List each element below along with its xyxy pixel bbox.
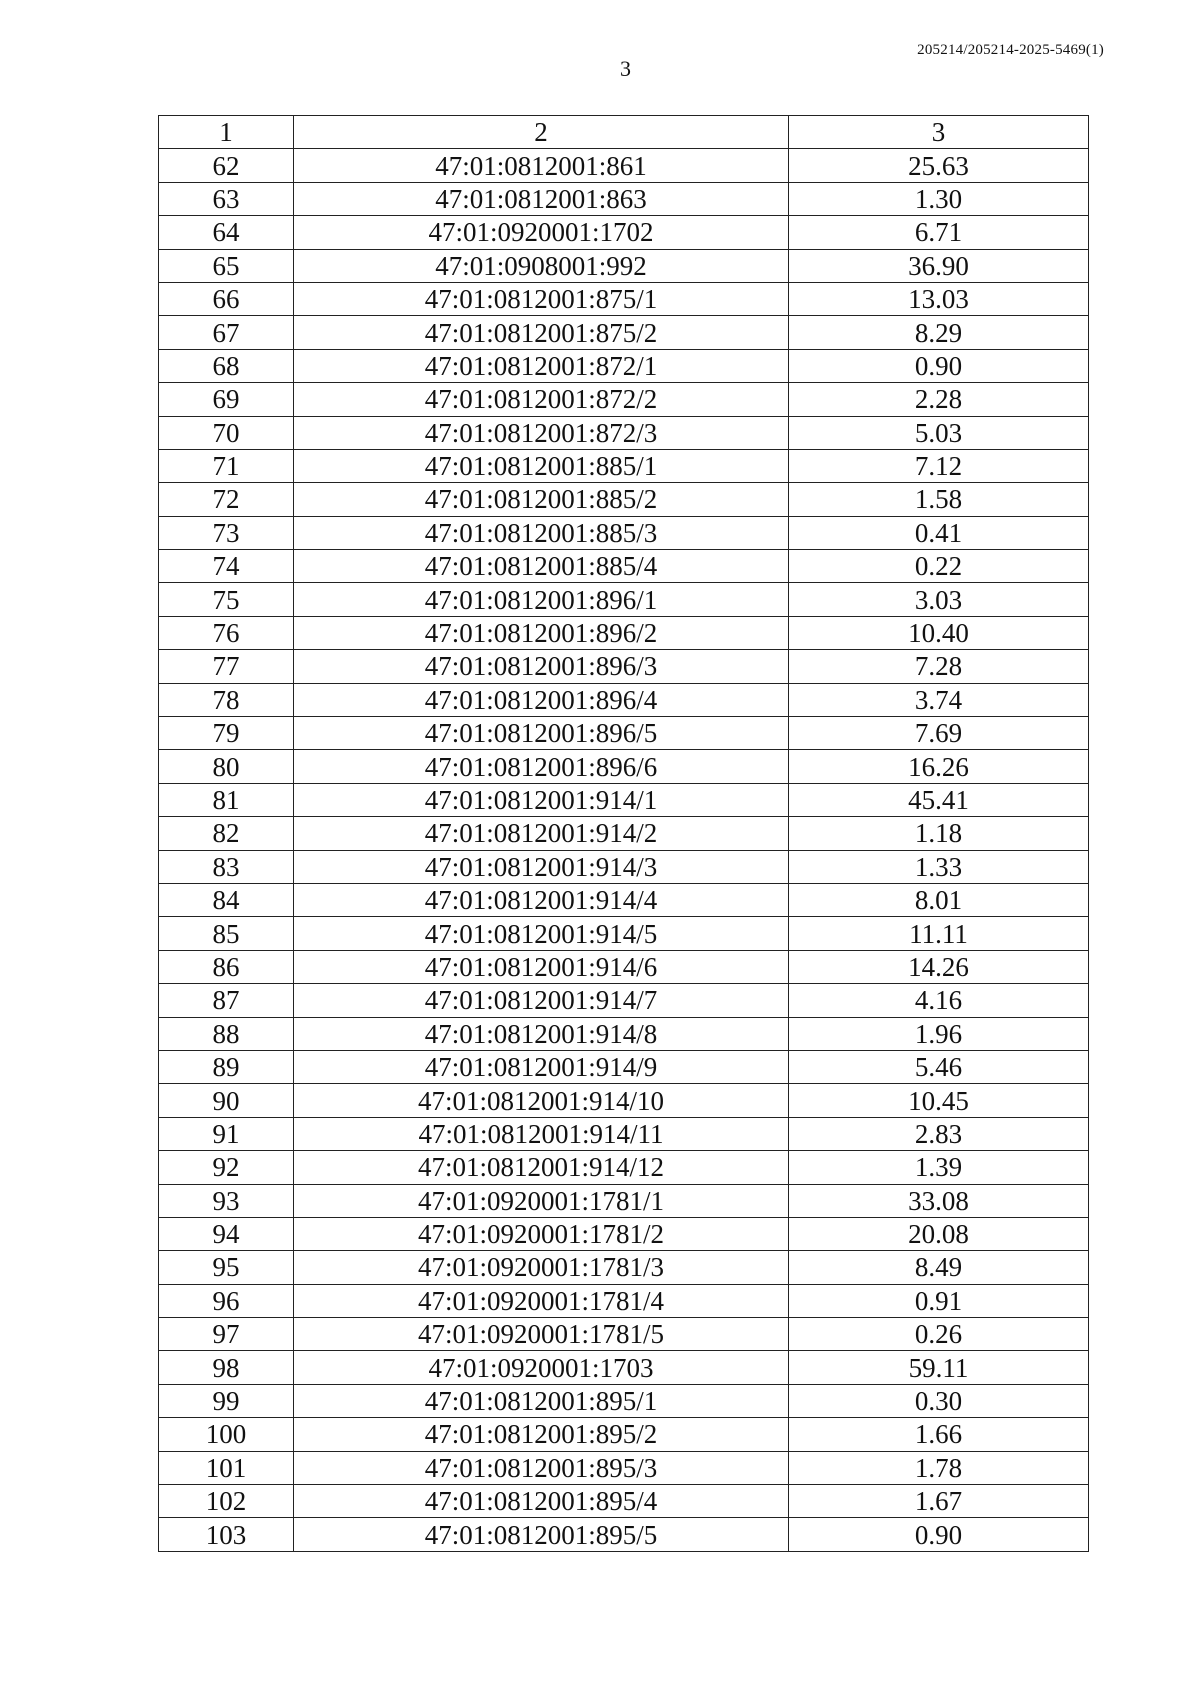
row-number-cell: 100: [159, 1418, 294, 1451]
cadastral-number-cell: 47:01:0812001:914/1: [294, 783, 789, 816]
cadastral-number-cell: 47:01:0812001:914/2: [294, 817, 789, 850]
cadastral-number-cell: 47:01:0812001:895/2: [294, 1418, 789, 1451]
table-row: [159, 1017, 1089, 1050]
cadastral-number-cell: 47:01:0812001:914/10: [294, 1084, 789, 1117]
row-number-cell: 65: [159, 249, 294, 282]
table-row: [159, 717, 1089, 750]
area-value-cell: 1.39: [789, 1151, 1089, 1184]
row-number-cell: 80: [159, 750, 294, 783]
area-value-cell: 7.28: [789, 650, 1089, 683]
row-number-cell: 99: [159, 1384, 294, 1417]
row-number-cell: 92: [159, 1151, 294, 1184]
area-value-cell: 36.90: [789, 249, 1089, 282]
row-number-cell: 69: [159, 383, 294, 416]
table-row: [159, 683, 1089, 716]
table-row: [159, 1050, 1089, 1083]
row-number-cell: 74: [159, 550, 294, 583]
column-header: 1: [159, 116, 294, 149]
area-value-cell: 5.46: [789, 1050, 1089, 1083]
area-value-cell: 8.29: [789, 316, 1089, 349]
row-number-cell: 62: [159, 149, 294, 182]
row-number-cell: 90: [159, 1084, 294, 1117]
cadastral-number-cell: 47:01:0812001:914/4: [294, 883, 789, 916]
area-value-cell: 2.28: [789, 383, 1089, 416]
column-header: 3: [789, 116, 1089, 149]
table-row: [159, 1485, 1089, 1518]
row-number-cell: 97: [159, 1318, 294, 1351]
row-number-cell: 96: [159, 1284, 294, 1317]
table-row: [159, 1451, 1089, 1484]
area-value-cell: 7.12: [789, 449, 1089, 482]
area-value-cell: 1.96: [789, 1017, 1089, 1050]
cadastral-number-cell: 47:01:0812001:885/4: [294, 550, 789, 583]
cadastral-number-cell: 47:01:0812001:914/5: [294, 917, 789, 950]
cadastral-number-cell: 47:01:0812001:861: [294, 149, 789, 182]
row-number-cell: 68: [159, 349, 294, 382]
cadastral-number-cell: 47:01:0920001:1781/1: [294, 1184, 789, 1217]
table-row: [159, 616, 1089, 649]
cadastral-number-cell: 47:01:0920001:1781/2: [294, 1217, 789, 1250]
area-value-cell: 2.83: [789, 1117, 1089, 1150]
area-value-cell: 1.30: [789, 182, 1089, 215]
area-value-cell: 59.11: [789, 1351, 1089, 1384]
area-value-cell: 13.03: [789, 282, 1089, 315]
cadastral-number-cell: 47:01:0812001:896/6: [294, 750, 789, 783]
cadastral-number-cell: 47:01:0812001:895/3: [294, 1451, 789, 1484]
table-body: [159, 149, 1089, 1551]
row-number-cell: 86: [159, 950, 294, 983]
cadastral-number-cell: 47:01:0908001:992: [294, 249, 789, 282]
land-plots-table: [158, 115, 1089, 1552]
cadastral-number-cell: 47:01:0812001:885/2: [294, 483, 789, 516]
cadastral-number-cell: 47:01:0812001:914/7: [294, 984, 789, 1017]
area-value-cell: 6.71: [789, 216, 1089, 249]
area-value-cell: 45.41: [789, 783, 1089, 816]
row-number-cell: 67: [159, 316, 294, 349]
page-number: 3: [620, 56, 631, 81]
row-number-cell: 72: [159, 483, 294, 516]
table-row: [159, 449, 1089, 482]
area-value-cell: 0.91: [789, 1284, 1089, 1317]
row-number-cell: 87: [159, 984, 294, 1017]
row-number-cell: 98: [159, 1351, 294, 1384]
row-number-cell: 71: [159, 449, 294, 482]
table-row: [159, 1184, 1089, 1217]
table-row: [159, 483, 1089, 516]
cadastral-number-cell: 47:01:0812001:895/1: [294, 1384, 789, 1417]
area-value-cell: 1.66: [789, 1418, 1089, 1451]
table-row: [159, 1251, 1089, 1284]
row-number-cell: 85: [159, 917, 294, 950]
row-number-cell: 75: [159, 583, 294, 616]
cadastral-number-cell: 47:01:0920001:1781/3: [294, 1251, 789, 1284]
table-row: [159, 1217, 1089, 1250]
cadastral-number-cell: 47:01:0812001:875/1: [294, 282, 789, 315]
table-row: [159, 1117, 1089, 1150]
area-value-cell: 1.58: [789, 483, 1089, 516]
table-row: [159, 216, 1089, 249]
row-number-cell: 79: [159, 717, 294, 750]
cadastral-number-cell: 47:01:0812001:896/2: [294, 616, 789, 649]
area-value-cell: 0.30: [789, 1384, 1089, 1417]
cadastral-number-cell: 47:01:0812001:875/2: [294, 316, 789, 349]
area-value-cell: 8.49: [789, 1251, 1089, 1284]
cadastral-number-cell: 47:01:0812001:895/4: [294, 1485, 789, 1518]
row-number-cell: 78: [159, 683, 294, 716]
row-number-cell: 76: [159, 616, 294, 649]
cadastral-number-cell: 47:01:0812001:872/1: [294, 349, 789, 382]
cadastral-number-cell: 47:01:0920001:1781/5: [294, 1318, 789, 1351]
area-value-cell: 0.26: [789, 1318, 1089, 1351]
area-value-cell: 7.69: [789, 717, 1089, 750]
area-value-cell: 0.90: [789, 1518, 1089, 1551]
cadastral-number-cell: 47:01:0812001:914/3: [294, 850, 789, 883]
table-row: [159, 783, 1089, 816]
cadastral-number-cell: 47:01:0920001:1703: [294, 1351, 789, 1384]
area-value-cell: 4.16: [789, 984, 1089, 1017]
table-row: [159, 1151, 1089, 1184]
document-id: 205214/205214-2025-5469(1): [917, 42, 1104, 58]
table-row: [159, 750, 1089, 783]
cadastral-number-cell: 47:01:0812001:896/4: [294, 683, 789, 716]
cadastral-number-cell: 47:01:0812001:896/1: [294, 583, 789, 616]
row-number-cell: 73: [159, 516, 294, 549]
row-number-cell: 89: [159, 1050, 294, 1083]
table-row: [159, 950, 1089, 983]
area-value-cell: 16.26: [789, 750, 1089, 783]
row-number-cell: 103: [159, 1518, 294, 1551]
table-row: [159, 149, 1089, 182]
area-value-cell: 20.08: [789, 1217, 1089, 1250]
row-number-cell: 70: [159, 416, 294, 449]
row-number-cell: 82: [159, 817, 294, 850]
cadastral-number-cell: 47:01:0812001:914/12: [294, 1151, 789, 1184]
table-row: [159, 282, 1089, 315]
area-value-cell: 1.18: [789, 817, 1089, 850]
cadastral-number-cell: 47:01:0812001:914/6: [294, 950, 789, 983]
row-number-cell: 93: [159, 1184, 294, 1217]
cadastral-number-cell: 47:01:0920001:1702: [294, 216, 789, 249]
area-value-cell: 1.33: [789, 850, 1089, 883]
table-row: [159, 349, 1089, 382]
row-number-cell: 64: [159, 216, 294, 249]
row-number-cell: 102: [159, 1485, 294, 1518]
area-value-cell: 25.63: [789, 149, 1089, 182]
cadastral-number-cell: 47:01:0812001:896/3: [294, 650, 789, 683]
table-row: [159, 516, 1089, 549]
cadastral-number-cell: 47:01:0812001:885/1: [294, 449, 789, 482]
row-number-cell: 95: [159, 1251, 294, 1284]
cadastral-number-cell: 47:01:0812001:872/3: [294, 416, 789, 449]
area-value-cell: 3.74: [789, 683, 1089, 716]
table-row: [159, 316, 1089, 349]
table-row: [159, 1518, 1089, 1551]
table-row: [159, 583, 1089, 616]
table-row: [159, 1084, 1089, 1117]
table-row: [159, 550, 1089, 583]
row-number-cell: 101: [159, 1451, 294, 1484]
table-row: [159, 416, 1089, 449]
row-number-cell: 88: [159, 1017, 294, 1050]
table-row: [159, 917, 1089, 950]
column-header: 2: [294, 116, 789, 149]
cadastral-number-cell: 47:01:0920001:1781/4: [294, 1284, 789, 1317]
cadastral-number-cell: 47:01:0812001:885/3: [294, 516, 789, 549]
table-row: [159, 1284, 1089, 1317]
area-value-cell: 10.40: [789, 616, 1089, 649]
table-row: [159, 249, 1089, 282]
cadastral-number-cell: 47:01:0812001:872/2: [294, 383, 789, 416]
cadastral-number-cell: 47:01:0812001:895/5: [294, 1518, 789, 1551]
cadastral-number-cell: 47:01:0812001:863: [294, 182, 789, 215]
row-number-cell: 81: [159, 783, 294, 816]
table-row: [159, 383, 1089, 416]
area-value-cell: 8.01: [789, 883, 1089, 916]
table-row: [159, 817, 1089, 850]
table-row: [159, 984, 1089, 1017]
cadastral-number-cell: 47:01:0812001:914/11: [294, 1117, 789, 1150]
area-value-cell: 14.26: [789, 950, 1089, 983]
table-row: [159, 1351, 1089, 1384]
cadastral-number-cell: 47:01:0812001:914/8: [294, 1017, 789, 1050]
row-number-cell: 77: [159, 650, 294, 683]
row-number-cell: 84: [159, 883, 294, 916]
table-row: [159, 850, 1089, 883]
cadastral-number-cell: 47:01:0812001:896/5: [294, 717, 789, 750]
row-number-cell: 66: [159, 282, 294, 315]
area-value-cell: 3.03: [789, 583, 1089, 616]
area-value-cell: 0.90: [789, 349, 1089, 382]
table-row: [159, 1418, 1089, 1451]
area-value-cell: 33.08: [789, 1184, 1089, 1217]
row-number-cell: 63: [159, 182, 294, 215]
area-value-cell: 1.78: [789, 1451, 1089, 1484]
area-value-cell: 5.03: [789, 416, 1089, 449]
row-number-cell: 94: [159, 1217, 294, 1250]
table-row: [159, 182, 1089, 215]
area-value-cell: 1.67: [789, 1485, 1089, 1518]
table-row: [159, 1318, 1089, 1351]
area-value-cell: 0.22: [789, 550, 1089, 583]
table-row: [159, 1384, 1089, 1417]
area-value-cell: 11.11: [789, 917, 1089, 950]
table-row: [159, 650, 1089, 683]
area-value-cell: 0.41: [789, 516, 1089, 549]
row-number-cell: 83: [159, 850, 294, 883]
table-row: [159, 883, 1089, 916]
row-number-cell: 91: [159, 1117, 294, 1150]
area-value-cell: 10.45: [789, 1084, 1089, 1117]
header-row: [159, 116, 1089, 149]
cadastral-number-cell: 47:01:0812001:914/9: [294, 1050, 789, 1083]
table-header: [159, 116, 1089, 149]
